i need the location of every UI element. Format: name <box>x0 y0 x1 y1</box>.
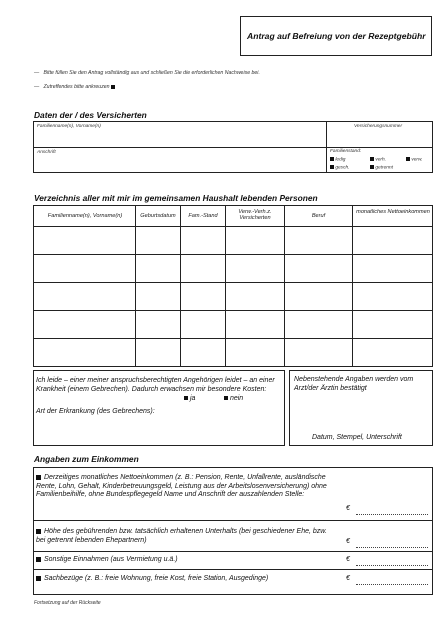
row-divider <box>34 338 432 339</box>
income-box <box>33 467 433 595</box>
amount-field-2[interactable] <box>356 546 428 548</box>
col-header-income: monatliches Nettoeinkommen <box>356 209 430 215</box>
col-divider <box>135 206 136 366</box>
option-label: verh. <box>375 157 387 163</box>
row-divider <box>34 520 432 521</box>
option-label: ledig <box>335 157 346 163</box>
income-item-2 <box>36 528 336 545</box>
euro-icon: € <box>346 556 350 563</box>
col-header-profession: Beruf <box>311 213 326 219</box>
bullet-square-icon <box>36 576 41 581</box>
income-item-text: Höhe des gebührenden bzw. tatsächlich erhaltenen Unterhalts (bei geschiedener Ehe, bzw. bei getrennt lebenden Ehepartnern) <box>36 528 327 544</box>
divider <box>326 122 327 172</box>
household-table <box>33 205 433 367</box>
dash: — <box>34 84 40 90</box>
instruction-text: Zutreffendes bitte ankreuzen <box>43 84 110 90</box>
status-verw[interactable] <box>406 157 423 162</box>
income-heading: Angaben zum Einkommen <box>34 454 139 464</box>
col-header-name: Familienname(n), Vorname(n) <box>47 213 123 219</box>
doctor-text: Nebenstehende Angaben werden vom Arzt/der Ärztin bestätigt <box>294 376 414 392</box>
status-gesch[interactable] <box>330 165 349 170</box>
status-getrennt[interactable] <box>370 165 393 170</box>
illness-text: Ich leide – einer meiner anspruchsberechtigten Angehörigen leidet – an einer Krankheit (einem Gebrechen). Dadurch erwachsen mir besondere Kosten: <box>36 377 275 393</box>
instruction-1 <box>34 70 260 76</box>
row-divider <box>34 569 432 570</box>
illness-no-option[interactable] <box>224 395 243 404</box>
name-field[interactable]: Familienname(n), Vorname(n) <box>37 124 101 129</box>
status-ledig[interactable] <box>330 157 345 162</box>
income-item-text: Sachbezüge (z. B.: freie Wohnung, freie Kost, freie Station, Ausgedinge) <box>44 575 269 582</box>
bullet-square-icon <box>36 557 41 562</box>
col-header-status: Fam.-Stand <box>188 213 218 219</box>
bullet-square-icon <box>36 529 41 534</box>
address-field[interactable]: Anschrift <box>37 150 56 155</box>
row-divider <box>34 254 432 255</box>
instruction-text: Bitte füllen Sie den Antrag vollständig aus und schließen Sie die erforderlichen Nachweise bei. <box>43 70 260 76</box>
dash: — <box>34 70 40 76</box>
insurance-number-field[interactable]: Versicherungsnummer <box>354 124 403 129</box>
col-divider <box>180 206 181 366</box>
insured-box <box>33 121 433 173</box>
checkbox-icon[interactable] <box>224 396 228 400</box>
insured-heading: Daten der / des Versicherten <box>34 110 147 120</box>
status-verh[interactable] <box>370 157 386 162</box>
income-item-4 <box>36 575 346 584</box>
checkbox-icon[interactable] <box>370 165 374 169</box>
amount-field-4[interactable] <box>356 583 428 585</box>
income-item-1 <box>36 474 336 500</box>
row-divider <box>34 551 432 552</box>
option-label: nein <box>229 395 244 402</box>
income-item-text: Derzeitiges monatliches Nettoeinkommen (z. B.: Pension, Rente, Unfallrente, ausländische Rente, Lohn, Gehalt, Kinderbetreuungsgeld, Leistung aus der Arbeitslosenversicherung) ohne Familienbeihilfe, ohne Bundespflegegeld Name und Anschrift der auszahlenden Stelle: <box>36 474 327 499</box>
instruction-2 <box>34 84 115 90</box>
option-label: ja <box>189 395 196 402</box>
household-heading: Verzeichnis aller mit mir im gemeinsamen Haushalt lebenden Personen <box>34 193 318 203</box>
checkbox-icon[interactable] <box>330 157 334 161</box>
title-box <box>240 16 432 56</box>
doctor-box <box>289 370 433 446</box>
option-label: gesch. <box>335 165 350 171</box>
doctor-signature-label: Datum, Stempel, Unterschrift <box>312 434 402 441</box>
footer-note: Fortsetzung auf der Rückseite <box>34 600 101 606</box>
amount-field-1[interactable] <box>356 513 428 515</box>
checkbox-icon[interactable] <box>330 165 334 169</box>
amount-field-3[interactable] <box>356 564 428 566</box>
illness-type-field[interactable]: Art der Erkrankung (des Gebrechens): <box>36 408 155 415</box>
euro-icon: € <box>346 505 350 512</box>
status-label: Familienstand: <box>330 149 362 154</box>
form-title: Antrag auf Befreiung von der Rezeptgebühr <box>247 31 426 41</box>
checkbox-icon[interactable] <box>406 157 410 161</box>
col-divider <box>284 206 285 366</box>
income-item-text: Sonstige Einnahmen (aus Vermietung u.ä.) <box>44 556 178 563</box>
divider <box>34 147 432 148</box>
col-divider <box>225 206 226 366</box>
header-divider <box>34 226 432 227</box>
col-header-relation: Verw.-Verh.z. Versicherten <box>238 209 272 221</box>
row-divider <box>34 282 432 283</box>
row-divider <box>34 310 432 311</box>
checkbox-icon[interactable] <box>184 396 188 400</box>
col-header-birthdate: Geburtsdatum <box>140 213 176 219</box>
col-divider <box>352 206 353 366</box>
income-item-3 <box>36 556 336 565</box>
option-label: getrennt <box>375 165 393 171</box>
option-label: verw. <box>411 157 423 163</box>
euro-icon: € <box>346 538 350 545</box>
checkbox-icon <box>111 85 115 89</box>
euro-icon: € <box>346 575 350 582</box>
illness-box <box>33 370 285 446</box>
bullet-square-icon <box>36 475 41 480</box>
illness-yes-option[interactable] <box>184 395 195 404</box>
checkbox-icon[interactable] <box>370 157 374 161</box>
